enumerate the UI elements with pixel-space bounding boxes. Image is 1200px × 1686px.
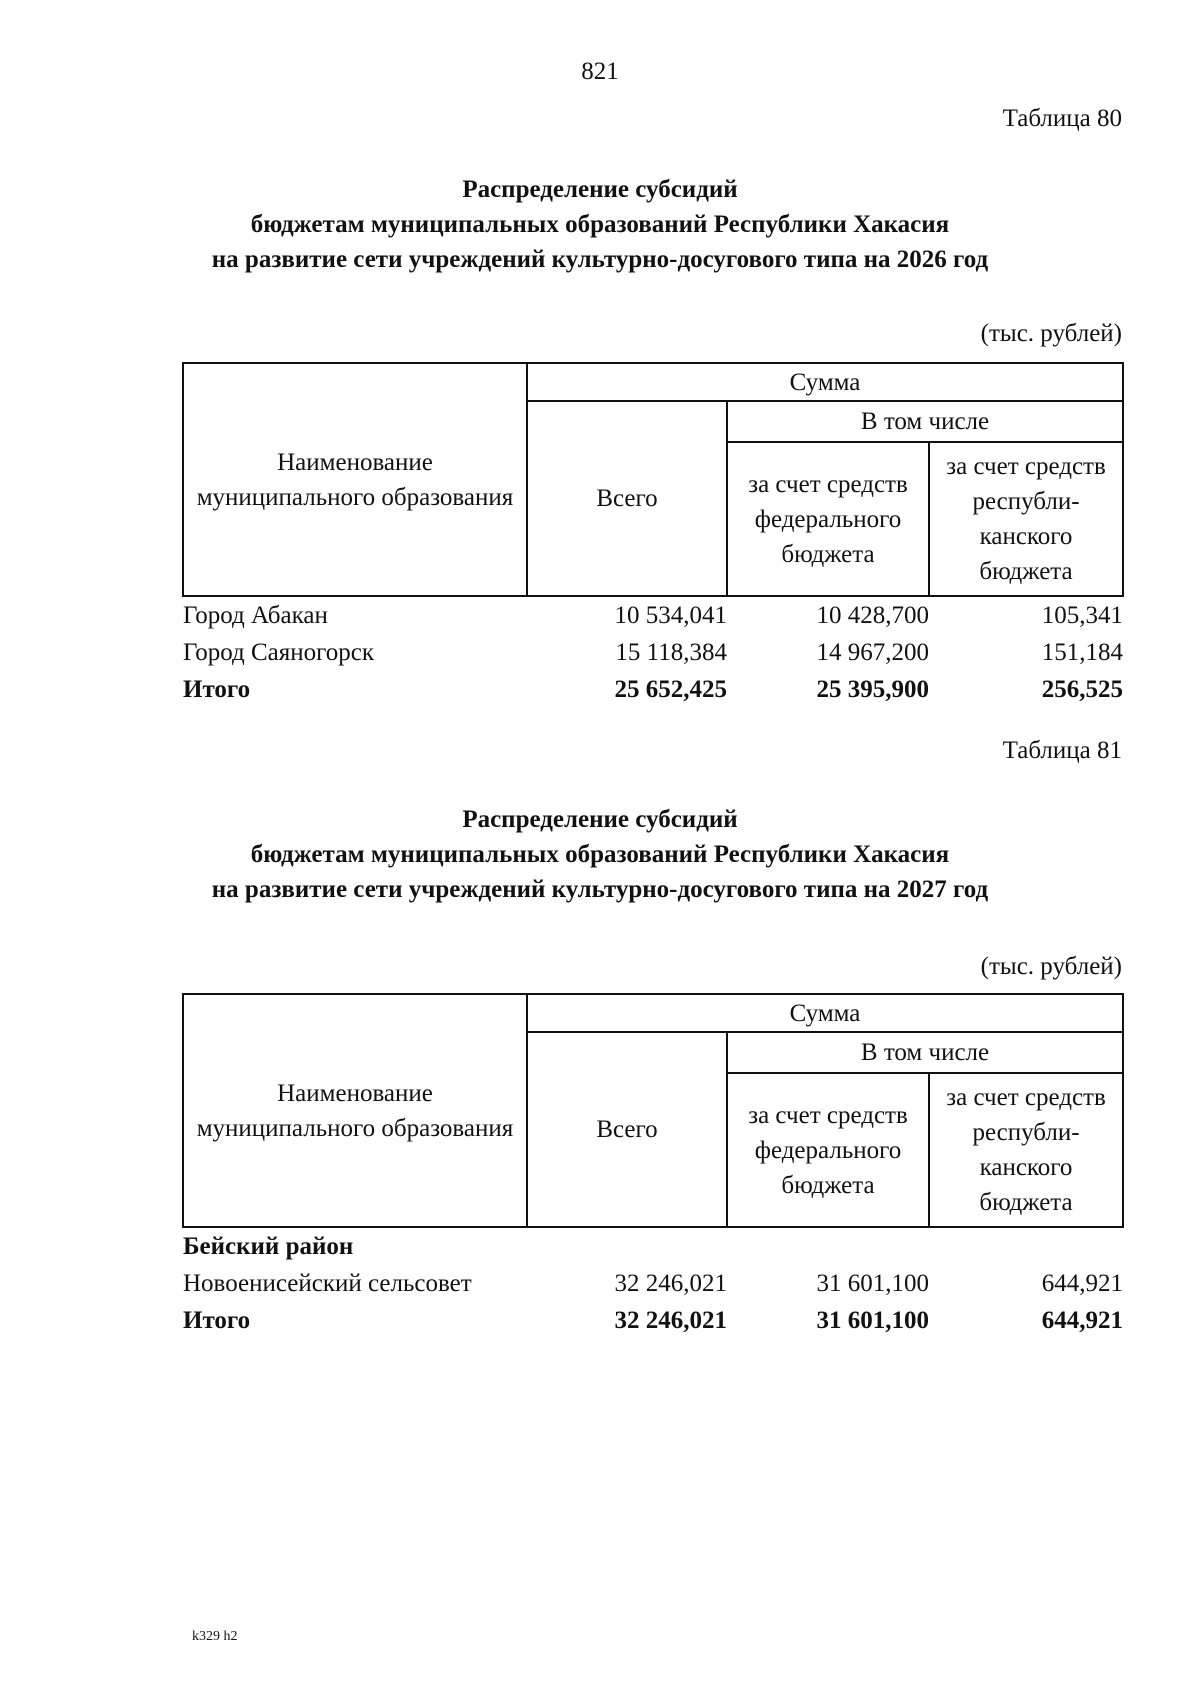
header-republic: за счет средств республи-канского бюджета xyxy=(929,442,1123,596)
total-row xyxy=(183,1302,1123,1339)
table-81-title-line-2: бюджетам муниципальных образований Республики Хакасия xyxy=(250,841,950,868)
row-total: 10 534,041 xyxy=(614,602,727,629)
header-name: Наименование муниципального образования xyxy=(183,363,527,596)
table-80-units: (тыс. рублей) xyxy=(980,320,1122,347)
row-total: 32 246,021 xyxy=(614,1270,727,1297)
table-81-title xyxy=(100,802,1100,907)
total-total: 32 246,021 xyxy=(614,1307,727,1334)
header-sum: Сумма xyxy=(527,994,1123,1032)
table-80-title-line-3: на развитие сети учреждений культурно-досугового типа на 2026 год xyxy=(211,246,989,273)
row-republic: 644,921 xyxy=(1041,1270,1124,1297)
table-80-title xyxy=(100,172,1100,277)
table-row xyxy=(183,1265,1123,1302)
table-80-title-line-2: бюджетам муниципальных образований Республики Хакасия xyxy=(250,211,950,238)
table-80-label: Таблица 80 xyxy=(1002,105,1122,132)
row-name: Город Абакан xyxy=(183,602,328,629)
table-row xyxy=(183,596,1123,634)
row-republic: 105,341 xyxy=(1041,602,1124,629)
total-federal: 25 395,900 xyxy=(816,676,929,703)
footer-code: k329 h2 xyxy=(192,1629,238,1644)
header-name: Наименование муниципального образования xyxy=(183,994,527,1227)
table-81-label: Таблица 81 xyxy=(1002,737,1122,764)
row-name: Новоенисейский сельсовет xyxy=(183,1270,472,1297)
table-81 xyxy=(182,993,1124,1339)
total-republic: 644,921 xyxy=(1041,1307,1124,1334)
total-republic: 256,525 xyxy=(1041,676,1124,703)
table-81-units: (тыс. рублей) xyxy=(980,953,1122,980)
total-label: Итого xyxy=(183,676,251,703)
header-federal: за счет средств федерального бюджета xyxy=(727,442,929,596)
total-total: 25 652,425 xyxy=(614,676,727,703)
table-80-title-line-1: Распределение субсидий xyxy=(462,176,738,203)
row-total: 15 118,384 xyxy=(615,639,727,666)
header-including: В том числе xyxy=(727,401,1123,442)
total-row xyxy=(183,671,1123,708)
table-81-title-line-3: на развитие сети учреждений культурно-досугового типа на 2027 год xyxy=(211,876,989,903)
row-name: Город Саяногорск xyxy=(183,639,375,666)
header-total: Всего xyxy=(527,401,727,596)
total-federal: 31 601,100 xyxy=(816,1307,929,1334)
group-row xyxy=(183,1227,1123,1265)
table-row xyxy=(183,634,1123,671)
row-federal: 31 601,100 xyxy=(816,1270,929,1297)
header-sum: Сумма xyxy=(527,363,1123,401)
group-label: Бейский район xyxy=(183,1233,354,1260)
total-label: Итого xyxy=(183,1307,251,1334)
header-total: Всего xyxy=(527,1032,727,1227)
table-80 xyxy=(182,362,1124,708)
header-including: В том числе xyxy=(727,1032,1123,1073)
row-republic: 151,184 xyxy=(1041,639,1124,666)
row-federal: 10 428,700 xyxy=(816,602,929,629)
header-republic: за счет средств республи-канского бюджета xyxy=(929,1073,1123,1227)
table-81-title-line-1: Распределение субсидий xyxy=(462,806,738,833)
header-federal: за счет средств федерального бюджета xyxy=(727,1073,929,1227)
row-federal: 14 967,200 xyxy=(816,639,929,666)
page-number: 821 xyxy=(581,58,619,85)
